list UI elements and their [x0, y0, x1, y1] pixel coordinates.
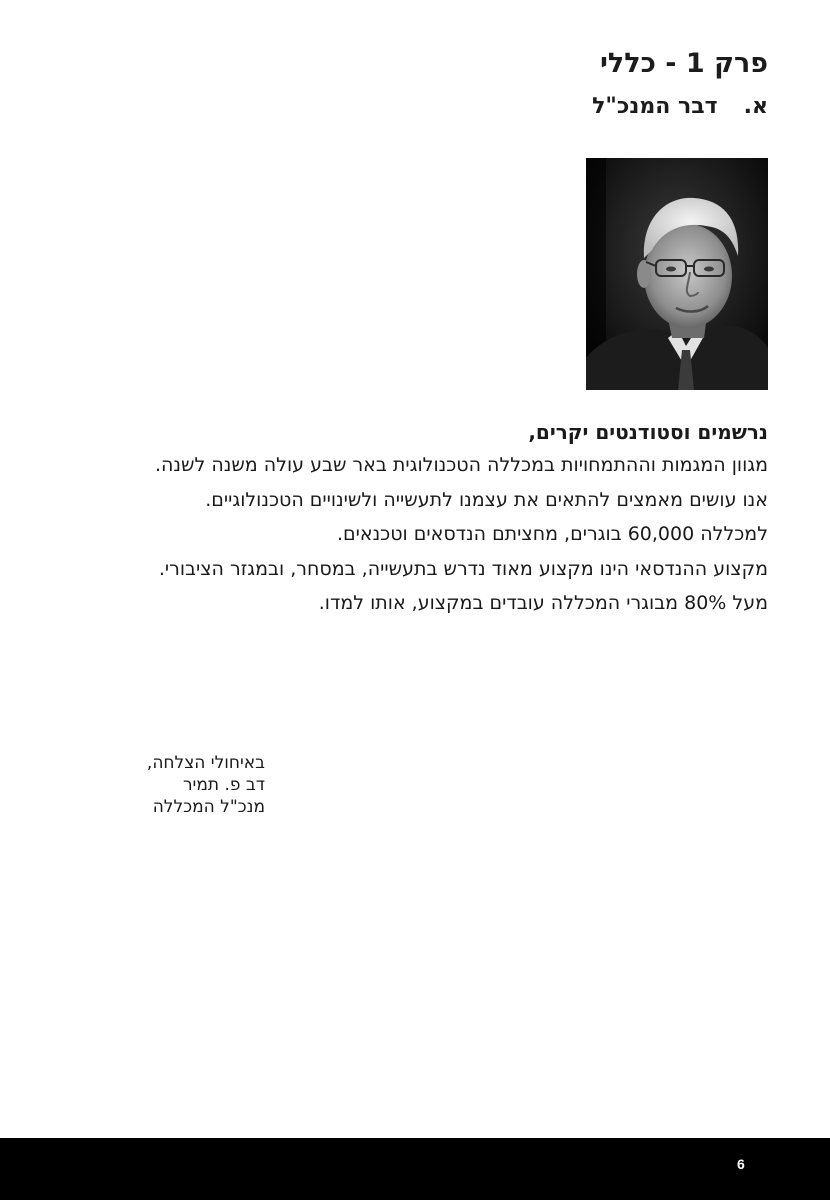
letter-paragraph: למכללה 60,000 בוגרים, מחציתם הנדסאים וטכנאים.: [336, 523, 768, 545]
section-title: דבר המנכ"ל: [592, 94, 718, 119]
portrait-image: [586, 158, 768, 390]
letter-paragraph: אנו עושים מאמצים להתאים את עצמנו לתעשייה ולשינויים הטכנולוגיים.: [205, 488, 768, 511]
page-footer-bar: [0, 1138, 830, 1200]
letter-paragraph: מעל 80% מבוגרי המכללה עובדים במקצוע, אותו למדו.: [318, 592, 768, 614]
chapter-title: פרק 1 - כללי: [599, 48, 768, 79]
signature-block: [147, 752, 265, 818]
signature-role: מנכ"ל המכללה: [152, 797, 265, 817]
signature-name: דב פ. תמיר: [182, 775, 265, 795]
section-letter: א.: [743, 94, 768, 119]
section-heading: [592, 94, 768, 119]
page-number: 6: [737, 1156, 745, 1172]
letter-body: [68, 416, 768, 621]
director-portrait-photo: [586, 158, 768, 390]
letter-greeting: נרשמים וסטודנטים יקרים,: [528, 420, 768, 444]
letter-paragraph: מקצוע ההנדסאי הינו מקצוע מאוד נדרש בתעשייה, במסחר, ובמגזר הציבורי.: [158, 557, 768, 580]
letter-paragraph: מגוון המגמות וההתמחויות במכללה הטכנולוגית באר שבע עולה משנה לשנה.: [154, 454, 768, 476]
signature-closing: באיחולי הצלחה,: [146, 753, 265, 773]
